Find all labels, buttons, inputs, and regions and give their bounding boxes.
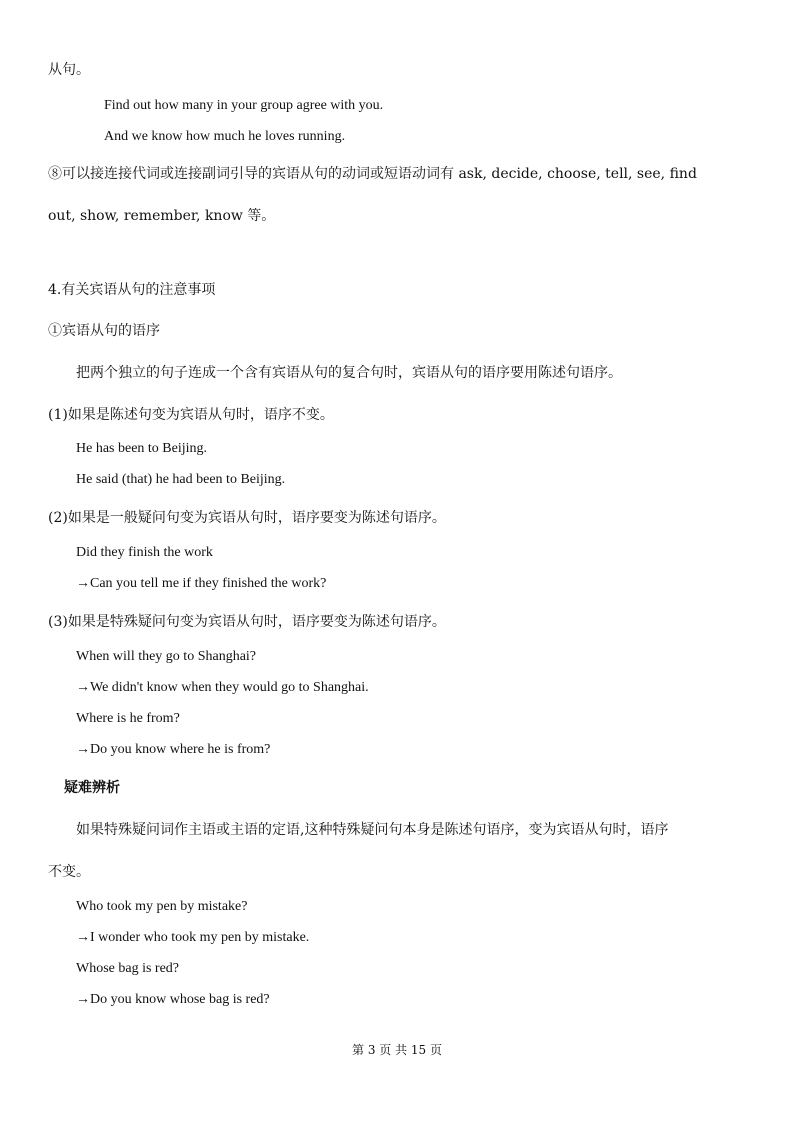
rule-heading: (3)如果是特殊疑问句变为宾语从句时，语序要变为陈述句语序。 — [48, 614, 446, 630]
example-sentence: Where is he from? — [76, 711, 180, 726]
example-sentence: And we know how much he loves running. — [104, 129, 346, 144]
example-sentence: Find out how many in your group agree with you. — [104, 98, 384, 113]
example-sentence: He said (that) he had been to Beijing. — [76, 472, 286, 487]
text-line: 如果特殊疑问词作主语或主语的定语,这种特殊疑问句本身是陈述句语序，变为宾语从句时，语序 — [76, 822, 669, 838]
example-sentence: He has been to Beijing. — [76, 441, 208, 456]
example-sentence: When will they go to Shanghai? — [76, 649, 257, 664]
rule-heading: (2)如果是一般疑问句变为宾语从句时，语序要变为陈述句语序。 — [48, 510, 446, 526]
note-heading: 疑难辨析 — [64, 780, 120, 796]
text-line: out, show, remember, know 等。 — [48, 208, 276, 224]
example-sentence: Whose bag is red? — [76, 961, 180, 976]
example-sentence: →We didn't know when they would go to Shanghai. — [76, 680, 369, 695]
example-sentence: →Do you know where he is from? — [76, 742, 271, 757]
example-sentence: Who took my pen by mistake? — [76, 899, 248, 914]
example-sentence: Did they finish the work — [76, 545, 213, 560]
text-line: 从句。 — [48, 62, 90, 78]
text-line: ⑧可以接连接代词或连接副词引导的宾语从句的动词或短语动词有 ask, decide, choose, tell, see, find — [48, 166, 697, 182]
subsection-heading: ①宾语从句的语序 — [48, 323, 160, 339]
rule-heading: (1)如果是陈述句变为宾语从句时，语序不变。 — [48, 407, 334, 423]
page-footer: 第 3 页 共 15 页 — [352, 1043, 442, 1057]
text-line: 把两个独立的句子连成一个含有宾语从句的复合句时，宾语从句的语序要用陈述句语序。 — [76, 365, 622, 381]
example-sentence: →I wonder who took my pen by mistake. — [76, 930, 310, 945]
text-line: 不变。 — [48, 864, 90, 880]
example-sentence: →Do you know whose bag is red? — [76, 992, 270, 1007]
example-sentence: →Can you tell me if they finished the work? — [76, 576, 327, 591]
section-heading: 4.有关宾语从句的注意事项 — [48, 282, 216, 298]
